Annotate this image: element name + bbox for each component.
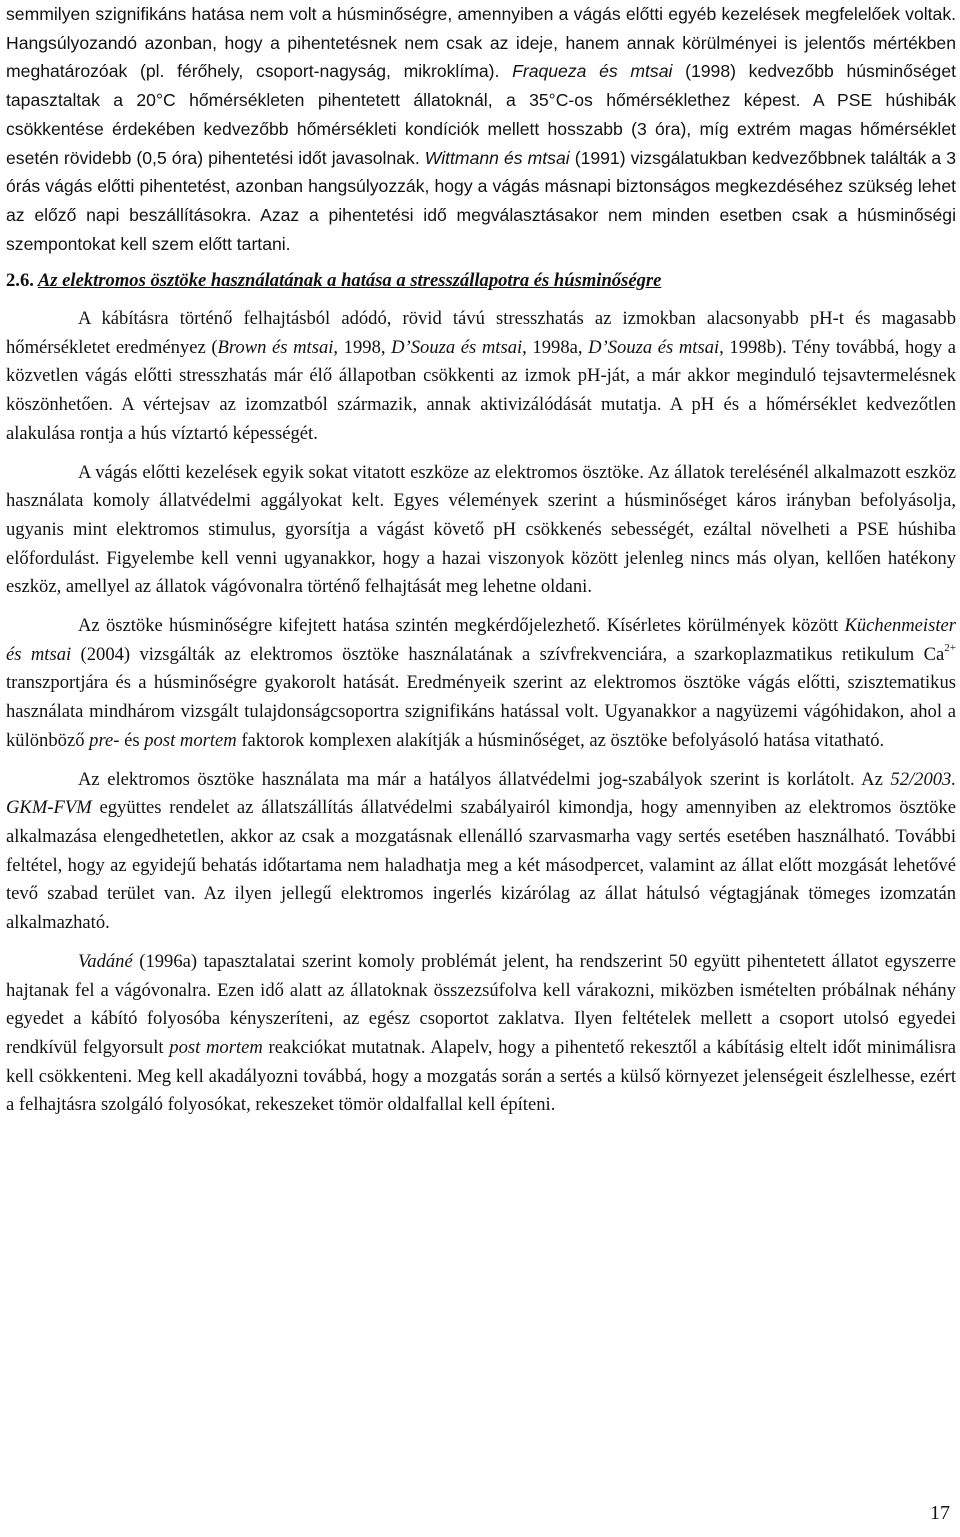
regulation-reference: 52/2003. GKM-FVM <box>6 768 956 819</box>
term-pre: pre- <box>89 729 120 751</box>
text-run: (1996a) tapasztalatai szerint komoly problémát jelent, ha rendszerint 50 együtt pihentetett állatot egyszerre hajtanak fel a vágóvonalra. Ezen idő alatt az állatoknak összezsúfolva kell várakozni, miközben ismételten próbálnak néhány egyedet a kábító folyosóba kényszeríteni, az egész csoportot zaklatva. Ilyen feltételek mellett a csoport utolsó egyedei rendkívül felgyorsult <box>6 950 956 1058</box>
text-run: együttes rendelet az állatszállítás állatvédelmi szabályairól kimondja, hogy amennyiben az elektromos ösztöke alkalmazása elengedhetetlen, akkor az csak a mozgatásnak ellenálló szarvasmarha vagy sertés esetében használható. További feltétel, hogy az egyidejű behatás időtartama nem haladhatja meg a két másodpercet, valamint az állat előtt mozgását lehetővé tevő szabad terület van. Az ilyen jellegű elektromos ingerlés kizárólag az állat hátulsó végtagjának tömeges izomzatán alkalmazható. <box>6 797 956 934</box>
text-run: faktorok komplexen alakítják a húsminőséget, az ösztöke befolyásoló hatása vitatható. <box>236 729 885 751</box>
citation-fraqueza: Fraqueza és mtsai <box>512 61 673 82</box>
section-heading <box>6 267 956 296</box>
section-number: 2.6. <box>6 270 34 292</box>
citation-wittmann: Wittmann és mtsai <box>424 147 570 168</box>
text-run: A kábításra történő felhajtásból adódó, rövid távú stresszhatás az izmokban alacsonyabb pH-t és magasabb hőmérsékletet eredményez ( <box>6 308 956 358</box>
citation-brown: Brown és mtsai <box>217 336 334 358</box>
term-post-mortem: post mortem <box>144 729 237 751</box>
citation-dsouza-b: D’Souza és mtsai, <box>588 336 724 358</box>
term-post-mortem: post mortem <box>169 1036 263 1058</box>
text-run: reakciókat mutatnak. Alapelv, hogy a pihentető rekesztől a kábításig eltelt időt minimálisra kell csökkenteni. Meg kell akadályozni továbbá, hogy a mozgatás során a sertés a külső környezet jelenségeit észlelhesse, ezért a felhajtásra szolgáló folyosókat, rekeszeket tömör oldalfallal kell építeni. <box>6 1036 956 1116</box>
text-run: (1991) vizsgálatukban kedvezőbbnek találták a 3 órás vágás előtti pihentetést, azonban hangsúlyozzák, hogy a vágás másnapi biztonságos megkezdéséhez szükség lehet az előző napi beszállításokra. Azaz a pihentetési idő megválasztásakor nem minden esetben csak a húsminőségi szempontokat kell szem előtt tartani. <box>6 147 956 254</box>
text-run: (2004) vizsgálták az elektromos ösztöke használatának a szívfrekvenciára, a szarkoplazmatikus retikulum Ca <box>71 643 945 665</box>
text-run: (1998) kedvezőbb húsminőséget tapasztaltak a 20°C hőmérsékleten pihentetett állatoknál, a 35°C-os hőmérséklethez képest. A PSE húshibák csökkentése érdekében kedvezőbb hőmérsékleti kondíciók mellett hosszabb (3 óra), míg extrém magas hőmérséklet esetén rövidebb (0,5 óra) pihentetési időt javasolnak. <box>6 61 956 168</box>
superscript-charge: 2+ <box>944 641 956 654</box>
paragraph-legal-regulation <box>6 766 956 938</box>
text-run: 1998b). Tény továbbá, hogy a közvetlen vágás előtti stresszhatás már élő állapotban csökkenti az izmok pH-ját, a már akkor meginduló tejsavtermelésnek köszönhetően. A vértejsav az izomzatból származik, annak aktivizálódását mutatja. A pH és a hőmérséklet kedvezőtlen alakulása rontja a hús víztartó képességét. <box>6 336 956 444</box>
text-run: és <box>119 729 145 751</box>
paragraph-vadane <box>6 948 956 1120</box>
text-run: , 1998a, <box>522 336 589 358</box>
paragraph-meat-quality-effect <box>6 612 956 756</box>
citation-kuchenmeister: Küchenmeister és mtsai <box>6 615 956 665</box>
section-title: Az elektromos ösztöke használatának a hatása a stresszállapotra és húsminőségre <box>37 270 662 292</box>
text-run: , 1998, <box>333 336 392 358</box>
text-run: transzportjára és a húsminőségre gyakorolt hatását. Eredményeik szerint az elektromos ösztöke vágás előtti, szisztematikus használata mindhárom vizsgált tulajdonságcsoportra szignifikáns hatással volt. Ugyanakkor a nagyüzemi vágóhidakon, ahol a különböző <box>6 672 956 751</box>
text-run: A vágás előtti kezelések egyik sokat vitatott eszköze az elektromos ösztöke. Az állatok terelésénél alkalmazott eszköz használata komoly állatvédelmi aggályokat kelt. Egyes vélemények szerint a húsminőséget káros irányban befolyásolja, ugyanis mint elektromos stimulus, gyorsítja a vágást követő pH csökkenés sebességét, ezáltal növelheti a PSE húshiba előfordulást. Figyelembe kell venni ugyanakkor, hogy a hazai viszonyok között jelenleg nincs más olyan, kellően hatékony eszköz, amellyel az állatok vágóvonalra történő felhajtását meg lehetne oldani. <box>6 461 956 598</box>
text-run: Az elektromos ösztöke használata ma már a hatályos állatvédelmi jog-szabályok szerint is korlátolt. Az <box>78 768 891 790</box>
citation-vadane: Vadáné <box>78 950 133 972</box>
paragraph-short-stress <box>6 305 956 449</box>
page-number: 17 <box>930 1502 950 1524</box>
paragraph-resting-conditions <box>6 0 956 258</box>
citation-dsouza-a: D’Souza és mtsai <box>391 336 523 358</box>
paragraph-electric-prod <box>6 459 956 603</box>
text-run: semmilyen szignifikáns hatása nem volt a húsminőségre, amennyiben a vágás előtti egyéb kezelések megfelelőek voltak. Hangsúlyozandó azonban, hogy a pihentetésnek nem csak az ideje, hanem annak körülményei is jelentős mértékben meghatározóak (pl. férőhely, csoport-nagyság, mikroklíma). <box>6 4 956 82</box>
document-page <box>6 0 956 1120</box>
text-run: Az ösztöke húsminőségre kifejtett hatása szintén megkérdőjelezhető. Kísérletes körülmények között <box>78 615 845 637</box>
